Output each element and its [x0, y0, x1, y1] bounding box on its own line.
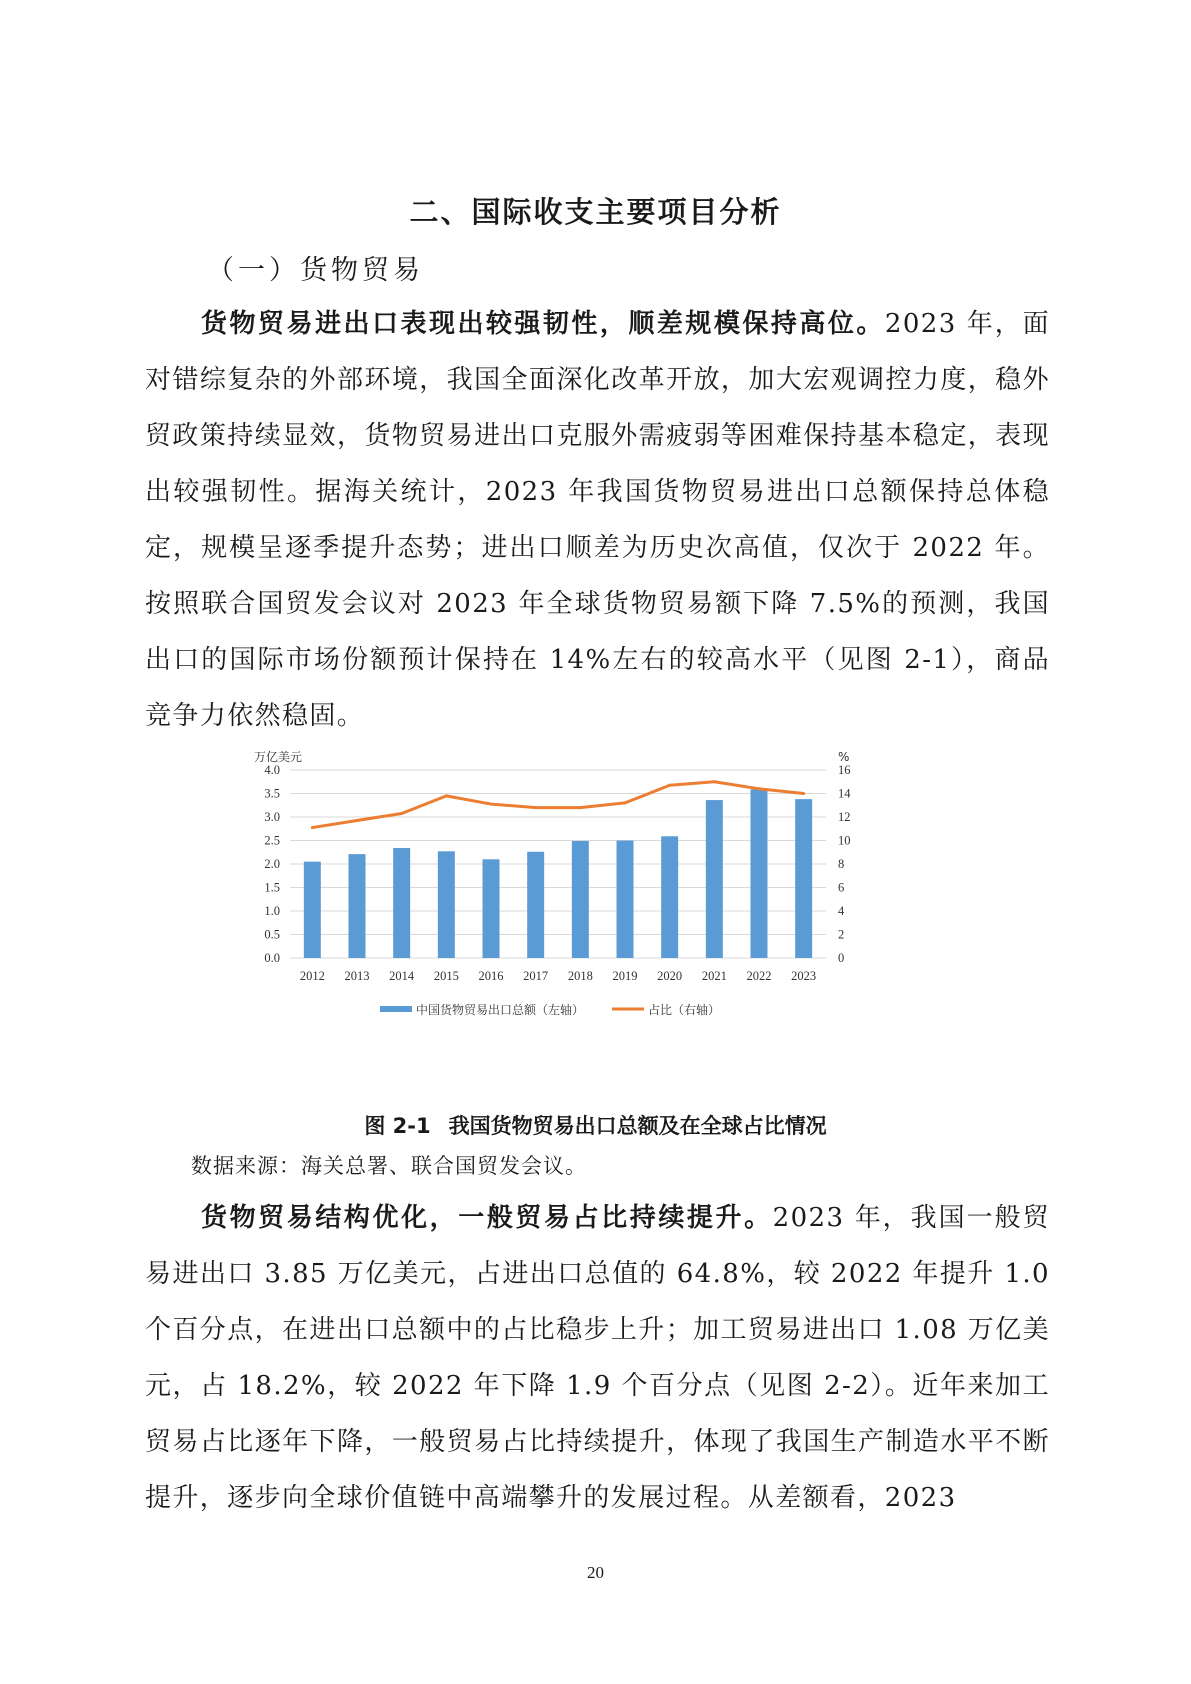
left-axis-tick-label: 3.0 [264, 810, 280, 824]
share-point-2013 [356, 819, 359, 822]
right-axis-tick-label: 4 [838, 904, 845, 918]
figure-title: 我国货物贸易出口总额及在全球占比情况 [448, 1114, 827, 1138]
bar-2012 [304, 862, 321, 958]
share-point-2016 [490, 803, 493, 806]
x-axis-tick-label: 2014 [389, 969, 415, 983]
bar-2016 [483, 859, 500, 958]
x-axis-tick-label: 2022 [746, 969, 772, 983]
data-source: 数据来源：海关总署、联合国贸发会议。 [191, 1154, 587, 1178]
right-axis-tick-label: 12 [838, 810, 851, 824]
x-axis-tick-label: 2013 [344, 969, 370, 983]
share-point-2022 [758, 787, 761, 790]
bar-2017 [527, 852, 544, 958]
left-axis-tick-label: 2.0 [264, 857, 280, 871]
paragraph-body: 2023 年，我国一般贸易进出口 3.85 万亿美元，占进出口总值的 64.8%，较 2022 年提升 1.0 个百分点，在进出口总额中的占比稳步上升；加工贸易进出口 1.08 万亿美元，占 18.2%，较 2022 年下降 1.9 个百分点（见图 2-2）。近年来加工贸易占比逐年下降，一般贸易占比持续提升，体现了我国生产制造水平不断提升，逐步向全球价值链中高端攀升的发展过程。从差额看，2023 [145, 1203, 1050, 1513]
right-axis-tick-label: 2 [838, 927, 845, 942]
combo-chart [254, 740, 932, 1110]
x-axis-tick-label: 2015 [433, 969, 459, 983]
bar-2013 [349, 854, 366, 958]
share-point-2017 [534, 806, 537, 809]
x-axis-tick-label: 2018 [567, 969, 593, 983]
x-axis-tick-label: 2012 [299, 969, 325, 983]
left-axis-tick-label: 0.5 [264, 927, 280, 942]
x-axis-tick-label: 2017 [523, 969, 549, 983]
right-axis-tick-label: 16 [838, 763, 851, 777]
chart-legend [380, 1002, 720, 1017]
right-axis-tick-label: 6 [838, 880, 845, 895]
left-axis-tick-label: 0.0 [264, 951, 280, 965]
left-axis-tick-label: 2.5 [264, 833, 280, 848]
figure-2-1-chart [254, 740, 932, 1110]
share-point-2021 [713, 780, 716, 783]
bar-2022 [751, 789, 768, 958]
bar-2019 [617, 841, 634, 959]
paragraph-lead: 货物贸易进出口表现出较强韧性，顺差规模保持高位。 [201, 309, 885, 339]
right-axis-tick-label: 14 [838, 786, 851, 801]
section-title: 二、国际收支主要项目分析 [409, 195, 782, 229]
share-point-2015 [445, 794, 448, 797]
share-point-2019 [624, 801, 627, 804]
left-axis-tick-label: 1.5 [264, 880, 280, 895]
right-axis-tick-label: 0 [838, 951, 845, 965]
share-point-2023 [802, 792, 805, 795]
right-axis-unit: % [838, 750, 850, 764]
paragraph-body: 2023 年，面对错综复杂的外部环境，我国全面深化改革开放，加大宏观调控力度，稳外贸政策持续显效，货物贸易进出口克服外需疲弱等困难保持基本稳定，表现出较强韧性。据海关统计，2023 年我国货物贸易进出口总额保持总体稳定，规模呈逐季提升态势；进出口顺差为历史次高值，仅次于 2022 年。按照联合国贸发会议对 2023 年全球货物贸易额下降 7.5%的预测，我国出口的国际市场份额预计保持在 14%左右的较高水平（见图 2-1），商品竞争力依然稳固。 [145, 309, 1050, 731]
legend-bar-swatch [380, 1006, 412, 1012]
paragraph [145, 1190, 1050, 1526]
legend-bar-label: 中国货物贸易出口总额（左轴） [416, 1003, 585, 1017]
paragraph-lead: 货物贸易结构优化，一般贸易占比持续提升。 [201, 1203, 773, 1233]
paragraph [145, 296, 1050, 744]
figure-caption [0, 1110, 1191, 1140]
x-axis-tick-label: 2020 [657, 969, 683, 983]
subsection-title: （一）货物贸易 [207, 255, 424, 286]
left-axis-tick-label: 4.0 [264, 763, 280, 777]
bar-2014 [393, 848, 410, 958]
x-axis-tick-label: 2021 [701, 969, 727, 983]
page-number: 20 [587, 1563, 604, 1582]
bar-2015 [438, 851, 455, 958]
share-point-2012 [311, 826, 314, 829]
x-axis-tick-label: 2016 [478, 969, 504, 983]
bar-2020 [661, 836, 678, 958]
legend-line-label: 占比（右轴） [648, 1003, 721, 1017]
x-axis-tick-label: 2019 [612, 969, 638, 983]
right-axis-tick-label: 8 [838, 857, 845, 871]
bar-2021 [706, 800, 723, 958]
bar-2023 [795, 799, 812, 958]
left-axis-tick-label: 3.5 [264, 786, 280, 801]
figure-number: 图 2-1 [364, 1114, 431, 1138]
share-line [312, 782, 803, 828]
x-axis-tick-label: 2023 [791, 969, 817, 983]
share-point-2014 [400, 812, 403, 815]
share-point-2020 [668, 784, 671, 787]
share-point-2018 [579, 806, 582, 809]
left-axis-unit: 万亿美元 [254, 750, 303, 764]
right-axis-tick-label: 10 [838, 833, 851, 848]
bar-2018 [572, 841, 589, 958]
left-axis-tick-label: 1.0 [264, 904, 280, 918]
